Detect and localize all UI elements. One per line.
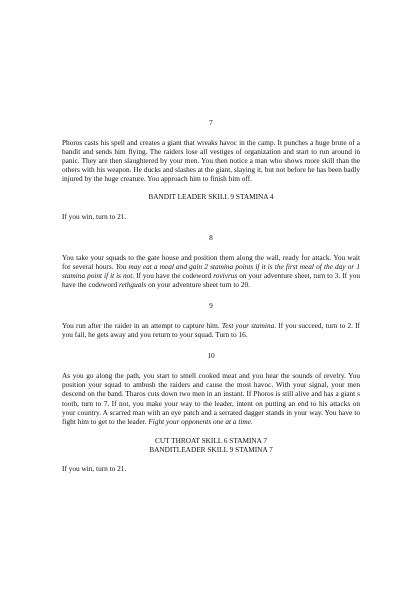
section-9-italic: Test your stamina [221,321,275,331]
section-8-text [62,253,360,289]
section-9-text [62,321,360,339]
section-8-text-a: You take your squads to the gate house and position them along the wall, ready for attack. You wait for several hours. [62,252,360,271]
section-10-enemy-2: BANDITLEADER SKILL 9 STAMINA 7 [149,444,273,454]
section-number-9: 9 [209,301,213,311]
section-10-outcome: If you win, turn to 21. [62,463,127,473]
section-8-text-e: on your adventure sheet turn to 20. [148,279,250,289]
section-7-text: Phoros casts his spell and creates a giant that wreaks havoc in the camp. It punches a huge brute of a bandit and sends him flying. The raiders lose all vestiges of organization and start to run around in panic. They are then slaughtered by your men. You then notice a man who shows more skill than the others with his weapon. He ducks and slashes at the giant, slaying it, but not before he has been badly injured by the huge creature. You approach him to finish him off. [62,138,360,184]
section-8-italic: You may eat a meal and gain 2 stamina points if it is the first meal of the day or 1 stamina point if it is not [62,261,361,280]
codeword-rethguals: rethguals [118,279,147,289]
codeword-rovivrus: rovivrus [213,270,238,280]
section-10-enemy-1: CUT THROAT SKILL 6 STAMINA 7 [154,435,268,445]
section-10-text-a: As you go along the path, you start to smell cooked meat and you hear the sounds of revelry. You position your squad to ambush the raiders and cause the most havoc. With your signal, your men descend on the band. Tharos cuts down two men in an instant. If Phoros is still alive and has a giant s tooth, turn to 7. If not, you make your way to the leader, intent on putting an end to his attacks on your country. A scarred man with an eye patch and a serrated dagger stands in your way. You have to fight him to get to the leader. [62,371,360,426]
section-9-text-c: . If you succeed, turn to 2. If you fail, he gets away and you return to your squad. Turn to 16. [62,321,360,340]
section-10-text [62,371,360,426]
section-8-text-c: . If you have the codeword [132,270,212,280]
section-8-text-d: on your adventure sheet, turn to 3. If you have the codeword [62,270,361,289]
section-number-8: 8 [209,232,213,242]
book-page [62,118,360,473]
section-number-7: 7 [209,118,213,127]
section-9-text-a: You run after the raider in an attempt to capture him. [62,321,220,331]
section-7-outcome: If you win, turn to 21. [62,211,127,221]
section-number-10: 10 [207,351,215,361]
section-10-italic: Fight your opponents one at a time. [148,416,253,426]
section-7-enemy: BANDIT LEADER SKILL 9 STAMINA 4 [148,192,274,202]
